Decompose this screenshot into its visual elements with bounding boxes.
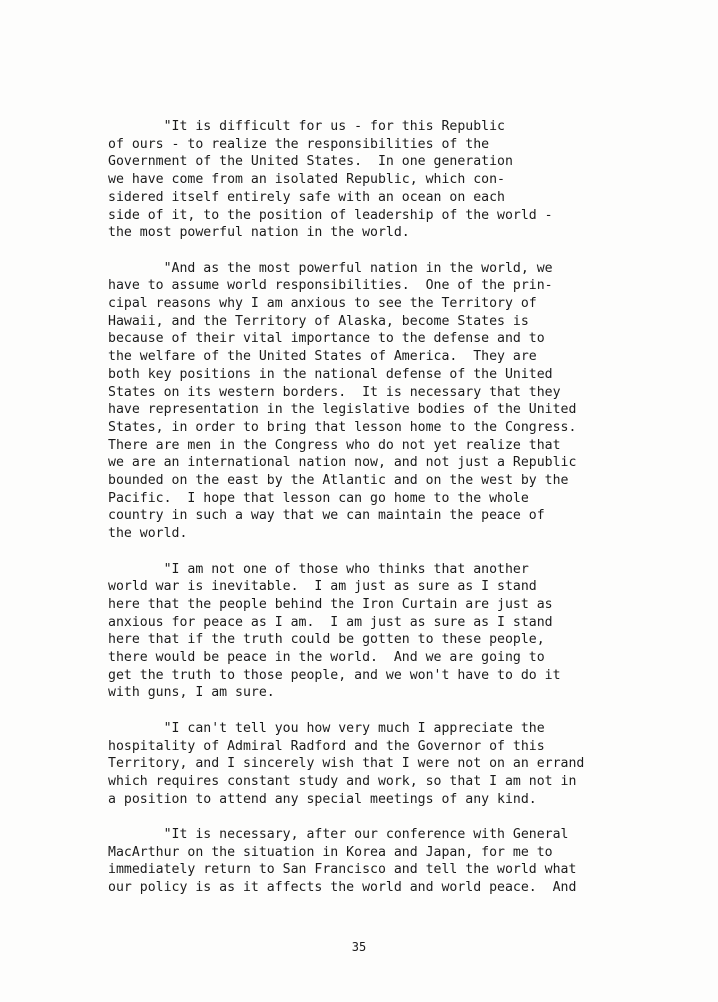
paragraph-3: [108, 561, 598, 703]
text-line: there would be peace in the world. And we are going to: [108, 650, 545, 666]
text-line: we have come from an isolated Republic, which con-: [108, 172, 505, 188]
text-line: Government of the United States. In one generation: [108, 154, 513, 170]
body-text: [108, 118, 598, 915]
text-line: side of it, to the position of leadership of the world -: [108, 207, 553, 223]
text-line: "And as the most powerful nation in the world, we: [108, 260, 553, 276]
text-line: we are an international nation now, and not just a Republic: [108, 455, 577, 471]
text-line: which requires constant study and work, so that I am not in: [108, 773, 577, 789]
text-line: hospitality of Admiral Radford and the Governor of this: [108, 738, 545, 754]
text-line: bounded on the east by the Atlantic and on the west by the: [108, 473, 569, 489]
text-line: here that the people behind the Iron Curtain are just as: [108, 596, 553, 612]
text-line: both key positions in the national defense of the United: [108, 366, 553, 382]
text-line: because of their vital importance to the defense and to: [108, 331, 545, 347]
text-line: sidered itself entirely safe with an ocean on each: [108, 189, 505, 205]
text-line: the world.: [108, 526, 188, 542]
text-line: a position to attend any special meetings of any kind.: [108, 791, 537, 807]
text-line: immediately return to San Francisco and tell the world what: [108, 862, 577, 878]
text-line: here that if the truth could be gotten to these people,: [108, 632, 545, 648]
text-line: the most powerful nation in the world.: [108, 225, 410, 241]
paragraph-5: [108, 826, 598, 897]
text-line: MacArthur on the situation in Korea and Japan, for me to: [108, 844, 553, 860]
text-line: anxious for peace as I am. I am just as sure as I stand: [108, 614, 553, 630]
text-line: Pacific. I hope that lesson can go home to the whole: [108, 490, 529, 506]
text-line: "It is difficult for us - for this Republic: [108, 119, 505, 134]
text-line: country in such a way that we can maintain the peace of: [108, 508, 545, 524]
text-line: with guns, I am sure.: [108, 685, 275, 701]
text-line: get the truth to those people, and we won't have to do it: [108, 667, 561, 683]
text-line: "It is necessary, after our conference with General: [108, 827, 569, 843]
text-line: world war is inevitable. I am just as sure as I stand: [108, 579, 537, 595]
text-line: "I am not one of those who thinks that another: [108, 561, 529, 577]
text-line: of ours - to realize the responsibilities of the: [108, 136, 490, 152]
text-line: have to assume world responsibilities. One of the prin-: [108, 278, 553, 294]
text-line: have representation in the legislative bodies of the United: [108, 402, 577, 418]
text-line: "I can't tell you how very much I appreciate the: [108, 720, 545, 736]
text-line: our policy is as it affects the world and world peace. And: [108, 880, 577, 896]
paragraph-1: [108, 118, 598, 242]
text-line: States, in order to bring that lesson home to the Congress.: [108, 419, 577, 435]
text-line: cipal reasons why I am anxious to see the Territory of: [108, 296, 537, 312]
paragraph-2: [108, 260, 598, 543]
text-line: Territory, and I sincerely wish that I were not on an errand: [108, 756, 585, 772]
text-line: There are men in the Congress who do not yet realize that: [108, 437, 561, 453]
paragraph-4: [108, 720, 598, 809]
text-line: Hawaii, and the Territory of Alaska, become States is: [108, 313, 529, 329]
page-number: 35: [351, 940, 367, 954]
text-line: States on its western borders. It is necessary that they: [108, 384, 561, 400]
text-line: the welfare of the United States of America. They are: [108, 349, 537, 365]
